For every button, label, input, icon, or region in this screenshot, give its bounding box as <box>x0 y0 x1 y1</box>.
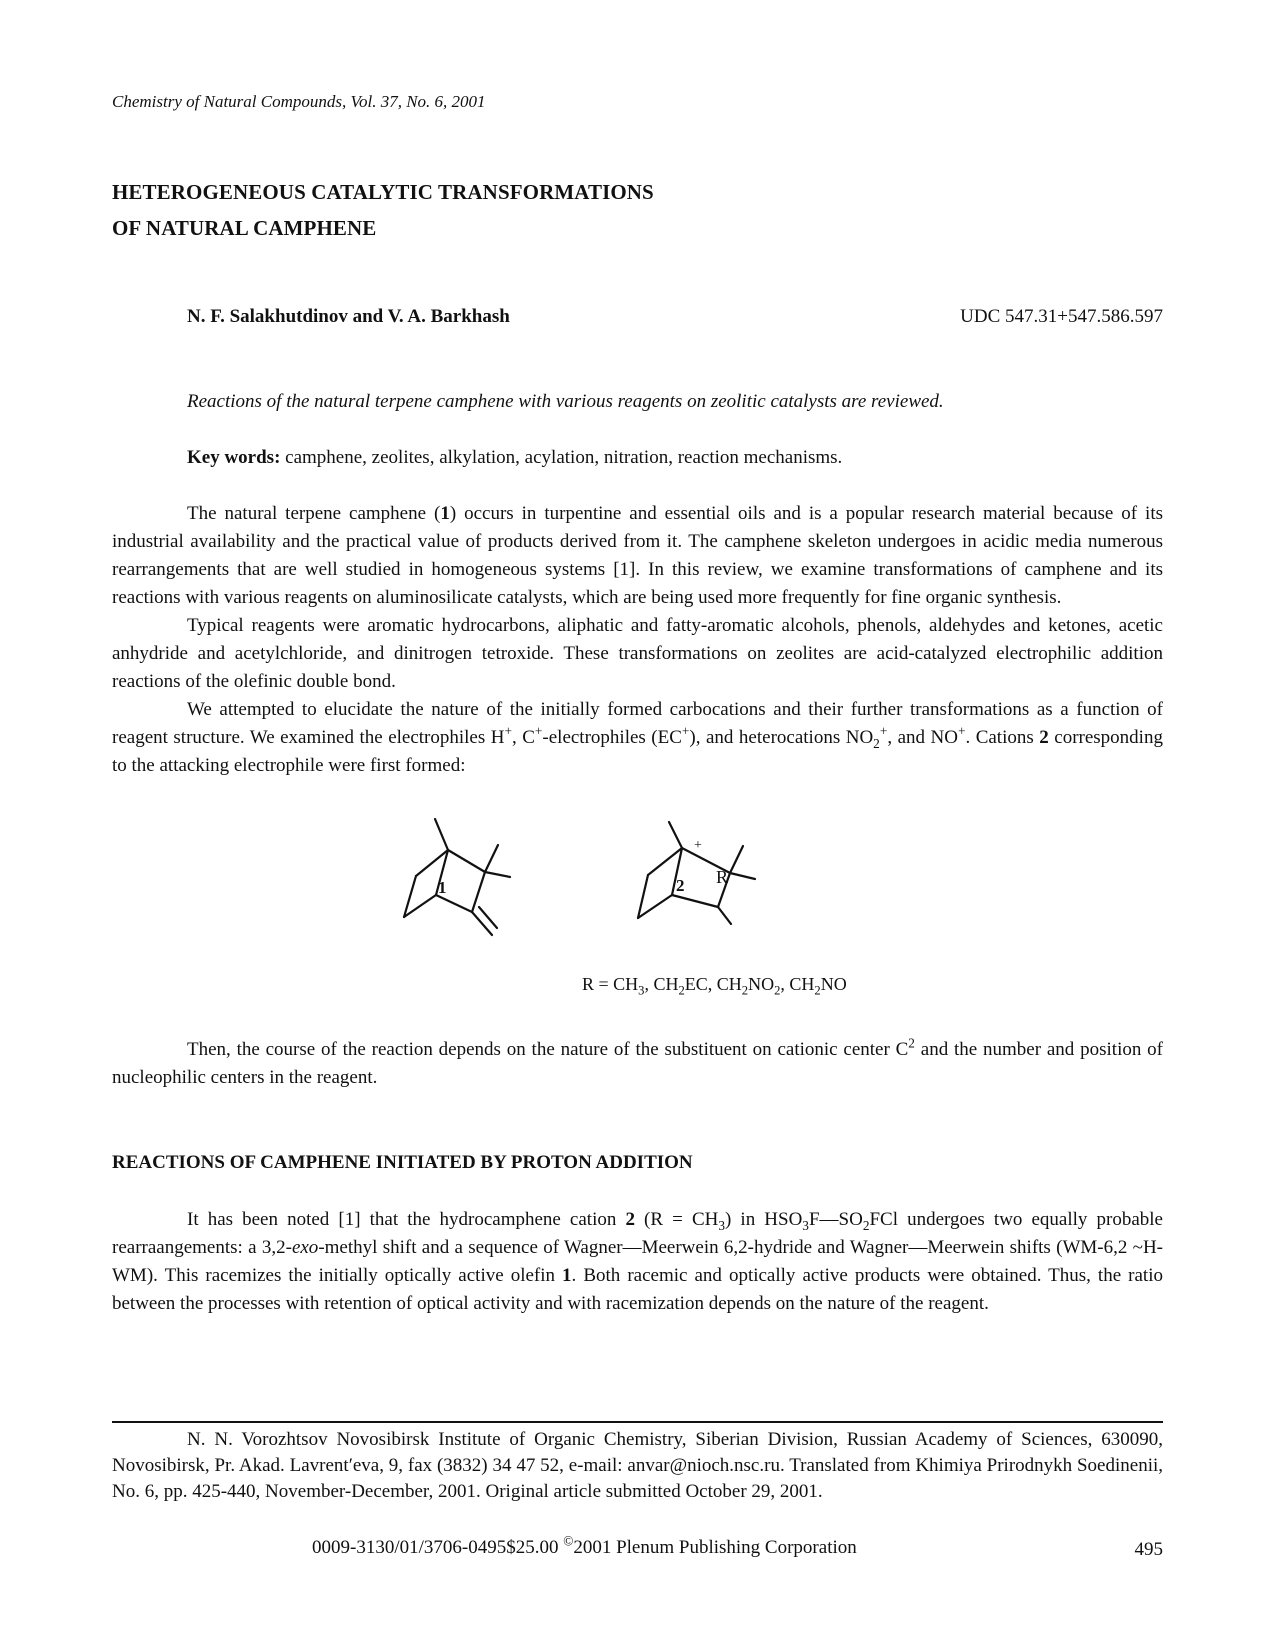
text-run: NO <box>748 974 775 994</box>
text-run: We attempted to elucidate the nature of the initially formed carbocations and their further transformations as a function of reagent structure. We examined the electrophiles H <box>112 699 1163 748</box>
copyright-line <box>312 1533 857 1559</box>
superscript: 2 <box>908 1035 915 1051</box>
issn-code: 0009-3130/01/3706-0495$25.00 <box>312 1537 564 1558</box>
text-run: , CH <box>644 974 679 994</box>
paragraph-1 <box>112 500 1163 612</box>
footnote-divider <box>112 1421 1163 1423</box>
text-run: The natural terpene camphene ( <box>187 503 441 524</box>
text-run: , CH <box>780 974 815 994</box>
section-heading: REACTIONS OF CAMPHENE INITIATED BY PROTON ADDITION <box>112 1152 693 1173</box>
footnote-text: N. N. Vorozhtsov Novosibirsk Institute of Organic Chemistry, Siberian Division, Russian Academy of Sciences, 630090, Novosibirsk, Pr. Akad. Lavrent′eva, 9, fax (3832) 34 47 52, e-mail: anvar@nioch.nsc.ru. Translated from Khimiya Prirodnykh Soedinenii, No. 6, pp. 425-440, November-December, 2001. Original article submitted October 29, 2001. <box>112 1429 1163 1502</box>
affiliation-footnote <box>112 1427 1163 1505</box>
text-run: ), and heterocations NO <box>689 727 874 748</box>
subscript: 2 <box>873 735 880 751</box>
text-run: -methyl shift and a sequence of Wagner—Meerwein 6,2-hydride and Wagner—Meerwein shifts (WM-6,2 ~H-WM). This racemizes the initially optically active olefin <box>112 1237 1163 1286</box>
paragraph-5 <box>112 1206 1163 1318</box>
copyright-symbol: © <box>563 1533 574 1549</box>
substituent-r: R <box>716 867 729 887</box>
journal-header: Chemistry of Natural Compounds, Vol. 37, No. 6, 2001 <box>112 92 486 111</box>
text-run: ) occurs in turpentine and essential oils and is a popular research material because of its industrial availability and the practical value of products derived from it. The camphene skeleton undergoes in acidic media numerous rearrangements that are well studied in homogeneous systems [1]. In this review, we examine transformations of camphene and its reactions with various reagents on aluminosilicate catalysts, which are being used more frequently for fine organic synthesis. <box>112 503 1163 608</box>
proton-section <box>112 1206 1163 1318</box>
structure-camphene <box>404 819 510 935</box>
paragraph-4 <box>112 1036 1163 1092</box>
authors: N. F. Salakhutdinov and V. A. Barkhash <box>187 306 510 327</box>
subscript: 2 <box>862 1217 870 1233</box>
page-number: 495 <box>1134 1539 1163 1560</box>
subscript: 2 <box>814 983 821 998</box>
text-run: . Both racemic and optically active products were obtained. Thus, the ratio between the processes with retention of optical activity and with racemization depends on the nature of the reagent. <box>112 1265 1163 1314</box>
title-line-2: OF NATURAL CAMPHENE <box>112 216 377 240</box>
superscript: + <box>957 723 966 739</box>
text-run: . Cations <box>965 727 1040 748</box>
subscript: 3 <box>802 1217 809 1233</box>
text-run: NO <box>820 974 847 994</box>
article-title <box>112 174 654 246</box>
text-run: F—SO <box>808 1209 863 1230</box>
text-run: -electrophiles (EC <box>542 727 682 748</box>
compound-ref: 1 <box>440 503 450 524</box>
compound-ref: 2 <box>625 1209 635 1230</box>
paragraph-2: Typical reagents were aromatic hydrocarbons, aliphatic and fatty-aromatic alcohols, phenols, aldehydes and ketones, acetic anhydride and acetylchloride, and dinitrogen tetroxide. These transformations on zeolites are acid-catalyzed electrophilic addition reactions of the olefinic double bond. <box>112 615 1163 692</box>
subscript: 2 <box>774 983 781 998</box>
text-run: (R = CH <box>634 1209 719 1230</box>
structure-label-2: 2 <box>676 876 685 895</box>
italic-term: exo <box>291 1237 319 1258</box>
text-run: EC, CH <box>684 974 742 994</box>
keywords-label: Key words: <box>187 447 281 468</box>
text-run: , C <box>511 727 535 748</box>
paragraph-then <box>112 1036 1163 1092</box>
keywords-text: camphene, zeolites, alkylation, acylation, nitration, reaction mechanisms. <box>285 447 843 468</box>
text-run: and the number and position of nucleophilic centers in the reagent. <box>112 1039 1163 1088</box>
superscript: + <box>879 723 888 739</box>
abstract: Reactions of the natural terpene camphene with various reagents on zeolitic catalysts are reviewed. <box>187 391 944 412</box>
substituent-definition <box>582 974 847 998</box>
text-run: FCl undergoes two equally probable rearraangements: a 3,2- <box>112 1209 1163 1258</box>
text-run: corresponding to the attacking electrophile were first formed: <box>112 727 1163 776</box>
title-line-1: HETEROGENEOUS CATALYTIC TRANSFORMATIONS <box>112 180 654 204</box>
compound-ref: 2 <box>1039 727 1049 748</box>
text-run: , and NO <box>887 727 958 748</box>
cation-charge: + <box>694 838 702 853</box>
subscript: 3 <box>718 1217 725 1233</box>
subscript: 3 <box>638 983 645 998</box>
structure-label-1: 1 <box>438 878 447 897</box>
camphene-structures-figure <box>400 815 820 985</box>
publisher: 2001 Plenum Publishing Corporation <box>573 1537 857 1558</box>
superscript: + <box>534 723 543 739</box>
udc-code: UDC 547.31+547.586.597 <box>960 306 1163 327</box>
superscript: + <box>681 723 690 739</box>
text-run: ) in HSO <box>725 1209 803 1230</box>
subscript: 2 <box>678 983 685 998</box>
subscript: 2 <box>741 983 749 998</box>
keywords <box>187 447 842 469</box>
text-run: Then, the course of the reaction depends on the nature of the substituent on cationic center C <box>187 1039 909 1060</box>
text-run: It has been noted [1] that the hydrocamphene cation <box>187 1209 626 1230</box>
paragraph-3 <box>112 696 1163 780</box>
superscript: + <box>504 723 512 739</box>
compound-ref: 1 <box>562 1265 572 1286</box>
text-run: R = CH <box>582 974 639 994</box>
intro-section <box>112 500 1163 780</box>
